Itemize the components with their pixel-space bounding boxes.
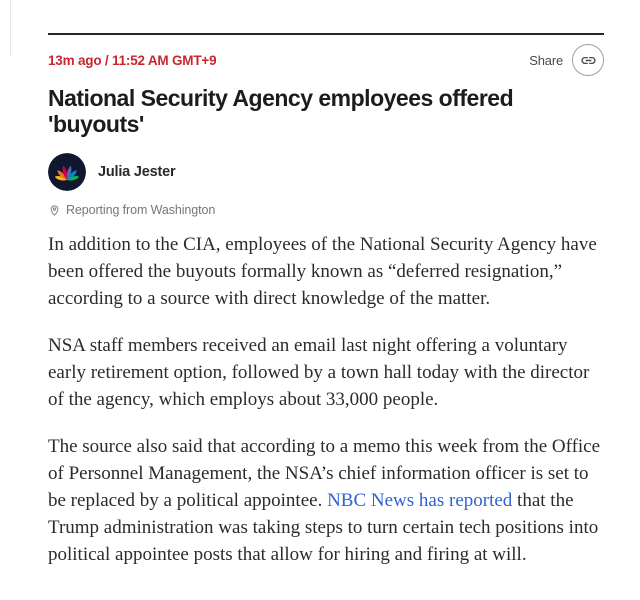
share-button[interactable] <box>572 44 604 76</box>
author-name: Julia Jester <box>98 163 176 180</box>
inline-article-link[interactable]: NBC News has reported <box>327 489 513 511</box>
post-headline: National Security Agency employees offered 'buyouts' <box>48 85 514 137</box>
post-divider-rule <box>48 33 604 35</box>
page-edge-divider <box>10 0 11 56</box>
paragraph-text: that the Trump administration was taking steps to turn certain tech positions into political appointee posts that allow for hiring and firing at will. <box>48 489 599 565</box>
article-paragraph <box>48 231 604 312</box>
share-control <box>529 44 604 76</box>
article-paragraph <box>48 433 604 568</box>
post-timestamp: 13m ago / 11:52 AM GMT+9 <box>48 52 217 68</box>
paragraph-text: NSA staff members received an email last night offering a voluntary early retirement option, followed by a town hall today with the director of the agency, which employs about 33,000 people. <box>48 334 590 410</box>
nbc-peacock-avatar-icon <box>48 153 86 191</box>
location-pin-icon <box>48 203 61 217</box>
paragraph-text: In addition to the CIA, employees of the National Security Agency have been offered the buyouts formally known as “deferred resignation,” according to a source with direct knowledge of the matter. <box>48 233 597 309</box>
link-icon <box>580 52 597 69</box>
paragraph-text: The source also said that according to a memo this week from the Office of Personnel Management, the NSA’s chief information officer is set to be replaced by a political appointee. <box>48 435 601 511</box>
reporting-location-label: Reporting from Washington <box>66 202 216 217</box>
article-paragraph <box>48 332 604 413</box>
author-byline[interactable] <box>48 153 604 191</box>
reporting-location <box>48 203 604 217</box>
post-meta-row <box>48 43 604 77</box>
share-label: Share <box>529 52 563 68</box>
article-body <box>48 231 604 568</box>
